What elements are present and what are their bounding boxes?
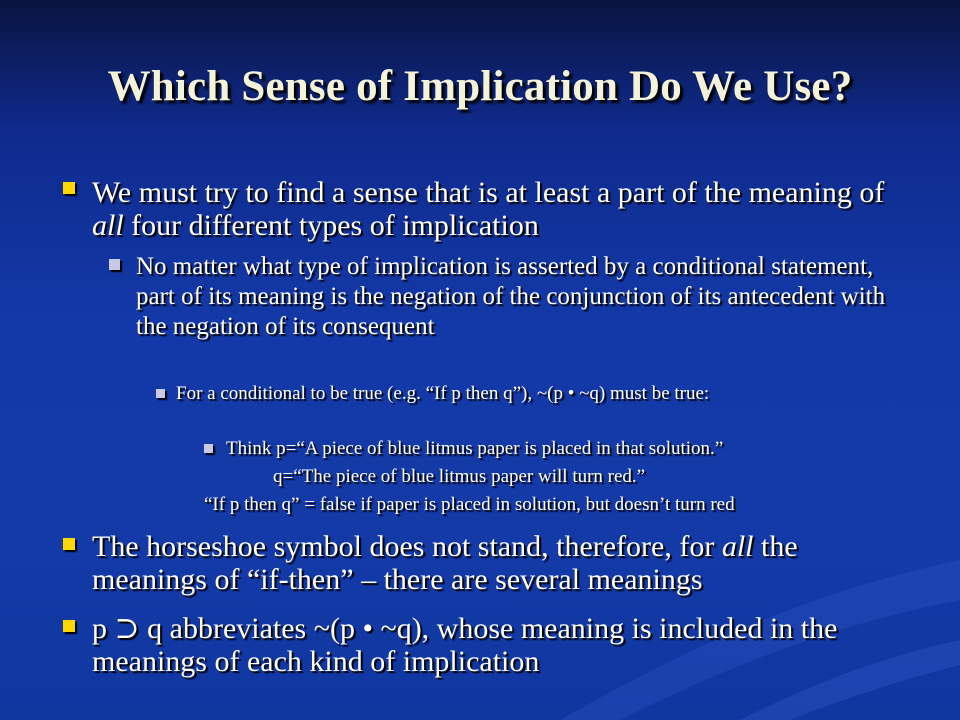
bullet-item: p ⊃ q abbreviates ~(p • ~q), whose meaning is included in the meanings of each kind of implication bbox=[92, 612, 838, 678]
bullet-marker bbox=[109, 259, 120, 270]
bullet-marker bbox=[63, 620, 75, 632]
bullet-text: the meanings of “if-then” – there are several meanings bbox=[92, 530, 798, 596]
bullet-marker bbox=[156, 389, 165, 398]
emphasis-text: all bbox=[721, 530, 754, 563]
q-line: q=“The piece of blue litmus paper will turn red.” bbox=[273, 466, 646, 487]
emphasis-text: all bbox=[92, 209, 124, 242]
bullet-text: We must try to find a sense that is at least a part of the meaning of bbox=[92, 176, 885, 209]
slide-title: Which Sense of Implication Do We Use? bbox=[107, 63, 853, 110]
bullet-text: four different types of implication bbox=[123, 209, 539, 242]
bullet-item: For a conditional to be true (e.g. “If p then q”), ~(p • ~q) must be true: bbox=[176, 383, 710, 404]
bullet-marker bbox=[63, 538, 75, 550]
if-line: “If p then q” = false if paper is placed in solution, but doesn’t turn red bbox=[204, 494, 735, 515]
bullet-marker bbox=[204, 444, 213, 453]
bullet-item: Think p=“A piece of blue litmus paper is placed in that solution.” bbox=[226, 438, 724, 459]
bullet-item: No matter what type of implication is asserted by a conditional statement, part of its meaning is the negation of the conjunction of its antecedent with the negation of its consequent bbox=[136, 253, 886, 340]
bullet-marker bbox=[63, 182, 75, 194]
bullet-item bbox=[92, 176, 912, 242]
bullet-text: The horseshoe symbol does not stand, therefore, for bbox=[92, 530, 722, 563]
bullet-item bbox=[92, 530, 912, 596]
